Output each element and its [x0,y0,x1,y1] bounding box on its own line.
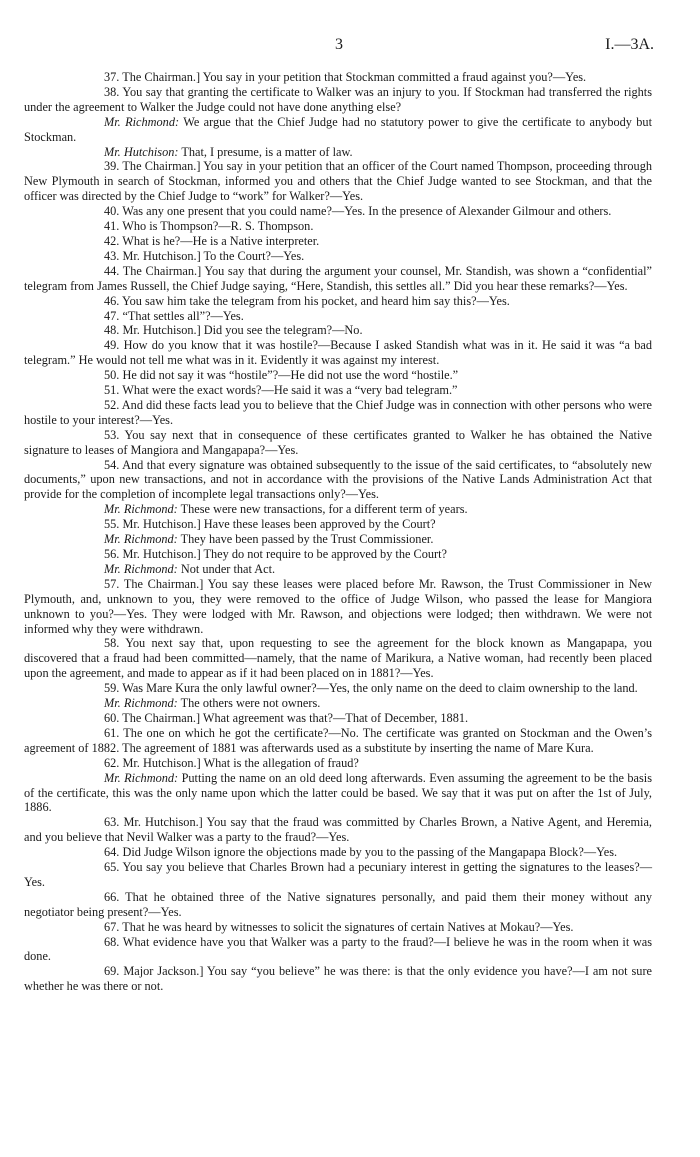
paragraph-text: 68. What evidence have you that Walker was a party to the fraud?—I believe he was in the room when it was done. [24,934,652,964]
paragraph [24,294,652,309]
paragraph-text: The others were not owners. [180,696,321,711]
paragraph [24,85,652,115]
paragraph-text: 59. Was Mare Kura the only lawful owner?—Yes, the only name on the deed to claim ownership to the land. [104,681,638,696]
paragraph [24,234,652,249]
paragraph-text: 51. What were the exact words?—He said it was a “very bad telegram.” [104,383,458,398]
paragraph-text: 58. You next say that, upon requesting to see the agreement for the block known as Mangapapa, you discovered that a fraud had been committed—namely, that the name of Marikura, a Native woman, had recently been placed upon the agreement, and made to appear as if it had been placed on in 1881?—Yes. [24,636,652,681]
paragraph [24,338,652,368]
paragraph [24,920,652,935]
paragraph-text: 62. Mr. Hutchison.] What is the allegation of fraud? [104,755,359,770]
paragraph [24,726,652,756]
speaker-label: Mr. Richmond: [104,532,178,547]
paragraph-text: Putting the name on an old deed long afterwards. Even assuming the agreement to be the basis of the certificate, this was the only name upon which the latter could be based. We say that it was put on after the 1st of July, 1886. [24,770,652,815]
paragraph-text: 65. You say you believe that Charles Brown had a pecuniary interest in getting the signatures to the leases?—Yes. [24,860,652,889]
paragraph [24,964,652,994]
paragraph [24,935,652,965]
paragraph-text: 38. You say that granting the certificate to Walker was an injury to you. If Stockman had transferred the rights under the agreement to Walker the Judge could not have done anything else? [24,84,652,114]
paragraph-text: 44. The Chairman.] You say that during the argument your counsel, Mr. Standish, was shown a “confidential” telegram from James Russell, the Chief Judge saying, “Here, Standish, this settles all.” Did you hear these remarks?—Yes. [24,263,652,293]
paragraph-text: That, I presume, is a matter of law. [181,144,353,159]
speaker-label: Mr. Richmond: [104,770,179,785]
paragraph [24,70,652,85]
paragraph [24,159,652,204]
paragraph-text: They have been passed by the Trust Commissioner. [180,532,434,547]
paragraph-text: 43. Mr. Hutchison.] To the Court?—Yes. [104,248,305,263]
paragraph-text: 41. Who is Thompson?—R. S. Thompson. [104,219,314,234]
speaker-label: Mr. Richmond: [104,502,178,517]
paragraph [24,428,652,458]
paragraph-text: 57. The Chairman.] You say these leases were placed before Mr. Rawson, the Trust Commissioner in New Plymouth, and, unknown to you, they were removed to the office of Judge Wilson, who passed the lease for Mangiora unknown to you?—Yes. They were lodged with Mr. Rawson, and objections were lodged; then withdrawn. We were not informed why they were withdrawn. [24,576,652,636]
paragraph-text: 50. He did not say it was “hostile”?—He did not use the word “hostile.” [104,368,459,383]
paragraph-text: 64. Did Judge Wilson ignore the objections made by you to the passing of the Mangapapa Block?—Yes. [104,845,618,860]
paragraph [24,771,652,816]
paragraph [24,323,652,338]
paragraph-text: 55. Mr. Hutchison.] Have these leases been approved by the Court? [104,517,436,532]
speaker-label: Mr. Richmond: [104,561,178,576]
paragraph [24,532,652,547]
paragraph [24,547,652,562]
paragraph-text: 47. “That settles all”?—Yes. [104,308,244,323]
paragraph-text: 53. You say next that in consequence of these certificates granted to Walker he has obtained the Native signature to leases of Mangiora and Mangapapa?—Yes. [24,427,652,457]
paragraph [24,115,652,145]
paragraph-text: 60. The Chairman.] What agreement was that?—That of December, 1881. [104,710,469,725]
paragraph [24,398,652,428]
paragraph [24,219,652,234]
paragraph [24,756,652,771]
paragraph-text: 63. Mr. Hutchison.] You say that the fraud was committed by Charles Brown, a Native Agent, and Heremia, and you believe that Nevil Walker was a party to the fraud?—Yes. [24,815,652,845]
speaker-label: Mr. Richmond: [104,696,178,711]
paragraph-text: 66. That he obtained three of the Native signatures personally, and paid them their money without any negotiator being present?—Yes. [24,889,652,919]
paragraph [24,204,652,219]
paragraph-text: 56. Mr. Hutchison.] They do not require to be approved by the Court? [104,547,447,561]
paragraph [24,249,652,264]
paragraph-text: 52. And did these facts lead you to believe that the Chief Judge was in connection with other persons who were hostile to your interest?—Yes. [24,397,652,427]
speaker-label: Mr. Richmond: [104,114,180,129]
paragraph-text: 67. That he was heard by witnesses to solicit the signatures of certain Natives at Mokau?—Yes. [104,919,574,934]
paragraph-text: 39. The Chairman.] You say in your petition that an officer of the Court named Thompson, proceeding through New Plymouth in search of Stockman, informed you and others that the Chief Judge wanted to see Stockman, and that the officer was directed by the Chief Judge to “work” for Walker?—Yes. [24,159,652,204]
paragraph [24,309,652,324]
page-number: 3 [335,36,343,53]
paragraph-text: 61. The one on which he got the certificate?—No. The certificate was granted on Stockman and the Owen’s agreement of 1882. The agreement of 1881 was afterwards used as a substitute by inserting the name of Mare Kura. [24,725,652,755]
paragraph [24,681,652,696]
paragraph-text: Not under that Act. [180,561,276,576]
paragraph [24,845,652,860]
paragraph-text: 46. You saw him take the telegram from his pocket, and heard him say this?—Yes. [104,293,510,308]
paragraph-text: 69. Major Jackson.] You say “you believe” he was there: is that the only evidence you have?—I am not sure whether he was there or not. [24,964,652,994]
speaker-label: Mr. Hutchison: [104,144,179,159]
document-reference: I.—3A. [605,36,654,53]
paragraph [24,502,652,517]
paragraph-text: 37. The Chairman.] You say in your petition that Stockman committed a fraud against you?—Yes. [104,70,587,84]
document-body [24,70,652,994]
paragraph [24,577,652,637]
paragraph [24,458,652,503]
paragraph [24,517,652,532]
paragraph [24,696,652,711]
paragraph [24,860,652,890]
paragraph-text: 48. Mr. Hutchison.] Did you see the telegram?—No. [104,323,363,338]
paragraph-text: 40. Was any one present that you could name?—Yes. In the presence of Alexander Gilmour and others. [104,204,612,219]
paragraph-text: 42. What is he?—He is a Native interpreter. [104,233,320,248]
paragraph [24,562,652,577]
paragraph-text: 49. How do you know that it was hostile?—Because I asked Standish what was in it. He said it was “a bad telegram.” He would not tell me what was in it. Evidently it was against my interest. [24,338,652,368]
paragraph [24,890,652,920]
paragraph [24,815,652,845]
paragraph [24,264,652,294]
paragraph [24,383,652,398]
paragraph [24,368,652,383]
paragraph [24,636,652,681]
paragraph-text: We argue that the Chief Judge had no statutory power to give the certificate to anybody but Stockman. [24,114,652,144]
paragraph [24,145,652,160]
paragraph-text: These were new transactions, for a different term of years. [180,502,468,517]
paragraph-text: 54. And that every signature was obtained subsequently to the issue of the said certificates, to “absolutely new documents,” upon new transactions, and not in accordance with the provisions of the Native Lands Administration Act that provide for the completion of incomplete legal transactions only?—Yes. [24,457,652,502]
paragraph [24,711,652,726]
